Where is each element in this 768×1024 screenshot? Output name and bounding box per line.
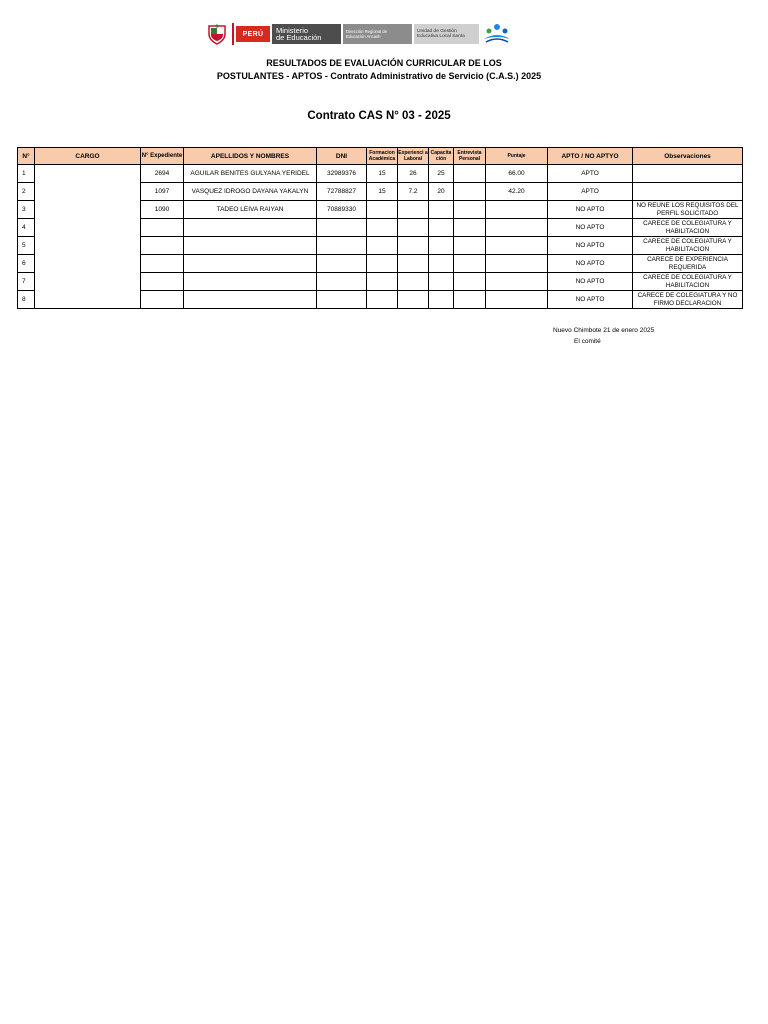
table-header-row	[18, 148, 743, 165]
col-header-capacitacion: Capacita ción	[429, 148, 454, 165]
cell-puntaje	[486, 273, 548, 291]
cell-puntaje: 66.00	[486, 165, 548, 183]
cell-dni	[317, 255, 367, 273]
ministerio-line1: Ministerio	[276, 25, 309, 35]
cell-apto: NO APTO	[548, 291, 633, 309]
cell-expediente: 2694	[141, 165, 184, 183]
document-title-line2: POSTULANTES - APTOS - Contrato Administrativo de Servicio (C.A.S.) 2025	[216, 71, 542, 81]
cell-experiencia	[398, 255, 429, 273]
col-header-dni: DNI	[317, 148, 367, 165]
cell-nombres	[184, 219, 317, 237]
cell-expediente	[141, 237, 184, 255]
cell-n: 6	[18, 255, 35, 273]
cell-formacion	[367, 237, 398, 255]
cell-obs: CARECE DE COLEGIATURA Y HABILITACION	[633, 237, 743, 255]
results-table	[17, 147, 743, 309]
col-header-observaciones: Observaciones	[633, 148, 743, 165]
cell-capacitacion	[429, 201, 454, 219]
document-title-line1: RESULTADOS DE EVALUACIÓN CURRICULAR DE LOS	[266, 58, 502, 68]
col-header-n: N°	[18, 148, 35, 165]
ministerio-line2: de Educación	[276, 33, 322, 42]
dre-line2: Educación Ancash	[346, 34, 381, 39]
cell-apto: APTO	[548, 165, 633, 183]
cell-nombres: AGUILAR BENITES GULYANA YERIDEL	[184, 165, 317, 183]
cell-n: 2	[18, 183, 35, 201]
cell-puntaje	[486, 291, 548, 309]
cell-entrevista	[454, 273, 486, 291]
cell-experiencia	[398, 219, 429, 237]
cell-dni: 72788827	[317, 183, 367, 201]
cell-dni	[317, 219, 367, 237]
cell-nombres	[184, 291, 317, 309]
col-header-experiencia: Experienci a Laboral	[398, 148, 429, 165]
ugel-label	[414, 24, 479, 44]
cell-dni: 32989376	[317, 165, 367, 183]
cell-puntaje	[486, 219, 548, 237]
cell-experiencia	[398, 291, 429, 309]
cell-formacion	[367, 201, 398, 219]
cell-puntaje: 42.20	[486, 183, 548, 201]
cell-obs	[633, 165, 743, 183]
cell-dni: 70889330	[317, 201, 367, 219]
col-header-nombres: APELLIDOS Y NOMBRES	[184, 148, 317, 165]
cell-entrevista	[454, 219, 486, 237]
cell-apto: NO APTO	[548, 255, 633, 273]
cell-experiencia: 7.2	[398, 183, 429, 201]
footer-date: Nuevo Chimbote 21 de enero 2025	[553, 327, 655, 334]
ugel-line1: Unidad de Gestión	[417, 28, 457, 34]
cell-expediente	[141, 219, 184, 237]
cell-obs: CARECE DE COLEGIATURA Y HABILITACION	[633, 219, 743, 237]
cell-apto: NO APTO	[548, 237, 633, 255]
coat-of-arms-icon	[202, 22, 232, 46]
cell-formacion	[367, 219, 398, 237]
cell-nombres: VASQUEZ IDROGO DAYANA YAKALYN	[184, 183, 317, 201]
cell-apto: APTO	[548, 183, 633, 201]
cell-puntaje	[486, 237, 548, 255]
cell-obs: CARECE DE COLEGIATURA Y NO FIRMO DECLARACION	[633, 291, 743, 309]
cell-capacitacion	[429, 291, 454, 309]
cell-capacitacion	[429, 237, 454, 255]
cell-entrevista	[454, 183, 486, 201]
cell-formacion: 15	[367, 183, 398, 201]
ugel-logo-icon	[482, 23, 512, 45]
peru-label: PERÚ	[236, 26, 270, 42]
cell-nombres	[184, 273, 317, 291]
table-row	[18, 165, 743, 183]
cell-experiencia	[398, 201, 429, 219]
cell-experiencia: 26	[398, 165, 429, 183]
cell-obs: CARECE DE COLEGIATURA Y HABILITACION	[633, 273, 743, 291]
cell-dni	[317, 273, 367, 291]
cell-formacion: 15	[367, 165, 398, 183]
footer-signature: El comité	[574, 338, 601, 345]
ugel-line2: Educativa Local Santa	[417, 34, 465, 39]
cell-obs	[633, 183, 743, 201]
dre-line1: Dirección Regional de	[346, 29, 387, 34]
contract-subtitle: Contrato CAS N° 03 - 2025	[307, 110, 451, 122]
cell-formacion	[367, 255, 398, 273]
col-header-apto: APTO / NO APTYO	[548, 148, 633, 165]
divider	[232, 23, 234, 45]
col-header-puntaje: Puntaje	[486, 148, 548, 165]
cell-obs: NO REUNE LOS REQUISITOS DEL PERFIL SOLICITADO	[633, 201, 743, 219]
cell-nombres: TADEO LEIVA RAIYAN	[184, 201, 317, 219]
cell-capacitacion	[429, 219, 454, 237]
cell-formacion	[367, 273, 398, 291]
cell-dni	[317, 291, 367, 309]
ministerio-label	[272, 24, 341, 44]
cell-capacitacion: 20	[429, 183, 454, 201]
cell-expediente: 1097	[141, 183, 184, 201]
cell-nombres	[184, 255, 317, 273]
col-header-expediente: N° Expediente	[141, 148, 184, 165]
cell-expediente: 1090	[141, 201, 184, 219]
cell-n: 1	[18, 165, 35, 183]
cell-apto: NO APTO	[548, 201, 633, 219]
cell-n: 5	[18, 237, 35, 255]
cell-nombres	[184, 237, 317, 255]
cell-expediente	[141, 273, 184, 291]
cell-entrevista	[454, 291, 486, 309]
cell-expediente	[141, 291, 184, 309]
cell-n: 3	[18, 201, 35, 219]
cell-capacitacion	[429, 273, 454, 291]
cell-formacion	[367, 291, 398, 309]
cell-entrevista	[454, 165, 486, 183]
col-header-entrevista: Entrevista Personal	[454, 148, 486, 165]
cell-experiencia	[398, 273, 429, 291]
cell-puntaje	[486, 201, 548, 219]
col-header-cargo: CARGO	[35, 148, 141, 165]
cell-entrevista	[454, 255, 486, 273]
cell-n: 7	[18, 273, 35, 291]
col-header-formacion: Formacion Académica	[367, 148, 398, 165]
cell-n: 8	[18, 291, 35, 309]
cell-capacitacion: 25	[429, 165, 454, 183]
cell-n: 4	[18, 219, 35, 237]
cell-obs: CARECE DE EXPERIENCIA REQUERIDA	[633, 255, 743, 273]
cell-entrevista	[454, 201, 486, 219]
cell-capacitacion	[429, 255, 454, 273]
cell-dni	[317, 237, 367, 255]
dre-label	[343, 24, 412, 44]
cell-apto: NO APTO	[548, 273, 633, 291]
cell-puntaje	[486, 255, 548, 273]
cell-cargo	[35, 165, 141, 309]
cell-entrevista	[454, 237, 486, 255]
cell-expediente	[141, 255, 184, 273]
cell-experiencia	[398, 237, 429, 255]
institution-logos	[202, 22, 512, 46]
cell-apto: NO APTO	[548, 219, 633, 237]
